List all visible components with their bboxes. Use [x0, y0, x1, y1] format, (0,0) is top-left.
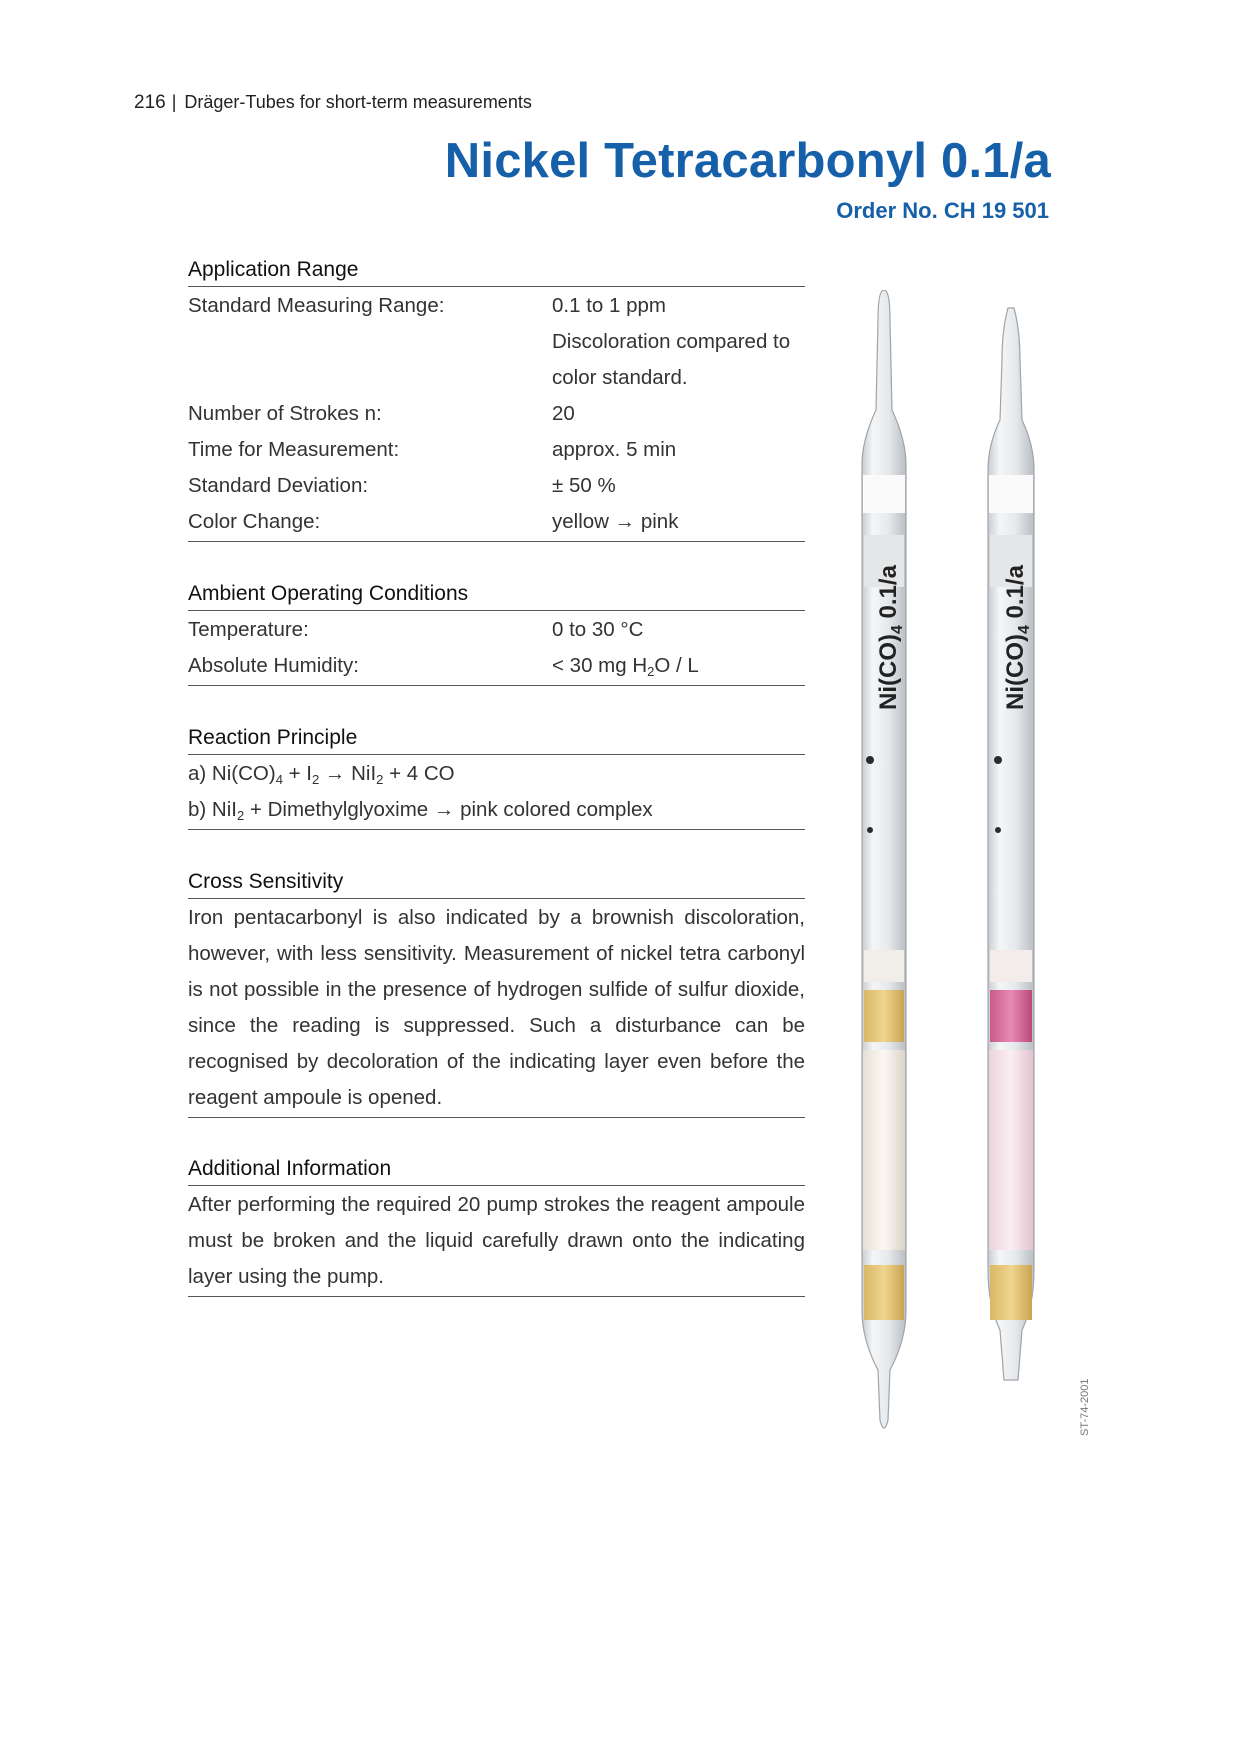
- formula-text: + 4 CO: [383, 762, 455, 785]
- spec-value-continued: color standard.: [552, 366, 688, 389]
- header-separator: |: [171, 92, 177, 112]
- ambient-conditions-section: [188, 578, 805, 686]
- tube-label-sub: 4: [1016, 625, 1033, 635]
- subscript: 2: [376, 772, 384, 787]
- humidity-value: [552, 648, 805, 684]
- humidity-text: < 30 mg H: [552, 654, 648, 677]
- detector-tube-used-pink: [988, 308, 1034, 1380]
- cross-sensitivity-text: Iron pentacarbonyl is also indicated by a brownish discoloration, however, with less sensitivity. Measurement of nickel tetra carbonyl is not possible in the presence of hydrogen sulfide of sulfur dioxide, since the reading is suppressed. Such a disturbance can be recognised by decoloration of the indicating layer even before the reagent ampoule is opened.: [188, 906, 805, 1109]
- subscript: 2: [311, 772, 320, 787]
- spec-row: [188, 648, 805, 684]
- reaction-a: [188, 756, 805, 792]
- spec-value: approx. 5 min: [552, 438, 677, 461]
- additional-information-section: [188, 1153, 805, 1297]
- indicating-layer-shape: [864, 990, 904, 1042]
- temperature-value: 0 to 30 °C: [552, 618, 644, 641]
- white-plug-shape: [989, 475, 1033, 513]
- humidity-text: O / L: [654, 654, 699, 677]
- cross-sensitivity-body: [188, 899, 805, 1118]
- additional-information-text: After performing the required 20 pump strokes the reagent ampoule must be broken and the liquid carefully drawn onto the indicating layer using the pump.: [188, 1193, 805, 1288]
- subscript: 2: [647, 664, 655, 679]
- temperature-label: Temperature:: [188, 618, 309, 641]
- spec-row: [188, 432, 805, 468]
- cross-sensitivity-section: [188, 866, 805, 1118]
- spec-label: Color Change:: [188, 510, 321, 533]
- tube-label-text: Ni(CO): [875, 634, 902, 710]
- reagent-ampoule-sleeve-shape: [989, 1050, 1033, 1250]
- spec-value-continued: Discoloration compared to: [552, 330, 791, 353]
- application-range-section: [188, 254, 805, 542]
- spec-row: [188, 468, 805, 504]
- running-header: [134, 92, 532, 114]
- spec-label: Number of Strokes n:: [188, 402, 382, 425]
- tube-label: [1002, 564, 1033, 710]
- mark-dot-shape: [867, 827, 873, 833]
- spec-label: Time for Measurement:: [188, 438, 400, 461]
- reaction-principle-body: [188, 755, 805, 830]
- mark-dot-shape: [866, 756, 874, 764]
- subscript: 2: [236, 808, 245, 823]
- reaction-b: [188, 792, 805, 828]
- spec-label: Standard Measuring Range:: [188, 294, 445, 317]
- spec-row: [188, 396, 805, 432]
- humidity-label: Absolute Humidity:: [188, 654, 359, 677]
- tube-label-text: 0.1/a: [1002, 565, 1029, 626]
- ambient-conditions-heading: Ambient Operating Conditions: [188, 578, 805, 611]
- cross-sensitivity-heading: Cross Sensitivity: [188, 866, 805, 899]
- mark-dot-shape: [994, 756, 1002, 764]
- tube-label-text: Ni(CO): [1002, 634, 1029, 710]
- formula-text: a) Ni(CO): [188, 762, 276, 785]
- spec-row: [188, 288, 805, 324]
- fiber-plug-shape: [990, 950, 1032, 982]
- reaction-principle-section: [188, 722, 805, 830]
- spec-value: yellow → pink: [552, 510, 679, 533]
- reaction-principle-heading: Reaction Principle: [188, 722, 805, 755]
- order-number: Order No. CH 19 501: [836, 198, 1049, 223]
- spec-row: [188, 504, 805, 540]
- formula-text: → NiI: [319, 762, 377, 785]
- spec-value: ± 50 %: [552, 474, 616, 497]
- pre-layer-shape: [990, 1265, 1032, 1320]
- fiber-plug-shape: [864, 950, 904, 982]
- photo-credit: ST-74-2001: [1079, 1378, 1091, 1436]
- formula-text: b) NiI: [188, 798, 237, 821]
- page-number: 216: [134, 92, 166, 113]
- tube-label-text: 0.1/a: [875, 565, 902, 626]
- spec-row: [188, 612, 805, 648]
- application-range-heading: Application Range: [188, 254, 805, 287]
- detector-tubes-photo: [840, 290, 1080, 1510]
- tube-label-sub: 4: [889, 625, 906, 635]
- indicating-layer-shape: [990, 990, 1032, 1042]
- pre-layer-shape: [864, 1265, 904, 1320]
- application-range-body: [188, 287, 805, 542]
- reagent-ampoule-sleeve-shape: [863, 1050, 905, 1250]
- tube-label: [875, 564, 906, 710]
- mark-dot-shape: [995, 827, 1001, 833]
- detector-tube-used-yellow: [862, 290, 906, 1428]
- page-title: Nickel Tetracarbonyl 0.1/a: [444, 134, 1051, 188]
- white-plug-shape: [863, 475, 905, 513]
- additional-information-heading: Additional Information: [188, 1153, 805, 1186]
- running-title: Dräger-Tubes for short-term measurements: [184, 92, 532, 112]
- spec-value: 20: [552, 402, 575, 425]
- spec-label: Standard Deviation:: [188, 474, 369, 497]
- spec-value: 0.1 to 1 ppm: [552, 294, 666, 317]
- formula-text: + Dimethylglyoxime → pink colored complex: [244, 798, 653, 821]
- subscript: 4: [275, 772, 283, 787]
- additional-information-body: [188, 1186, 805, 1297]
- ambient-conditions-body: [188, 611, 805, 686]
- formula-text: + I: [282, 762, 312, 785]
